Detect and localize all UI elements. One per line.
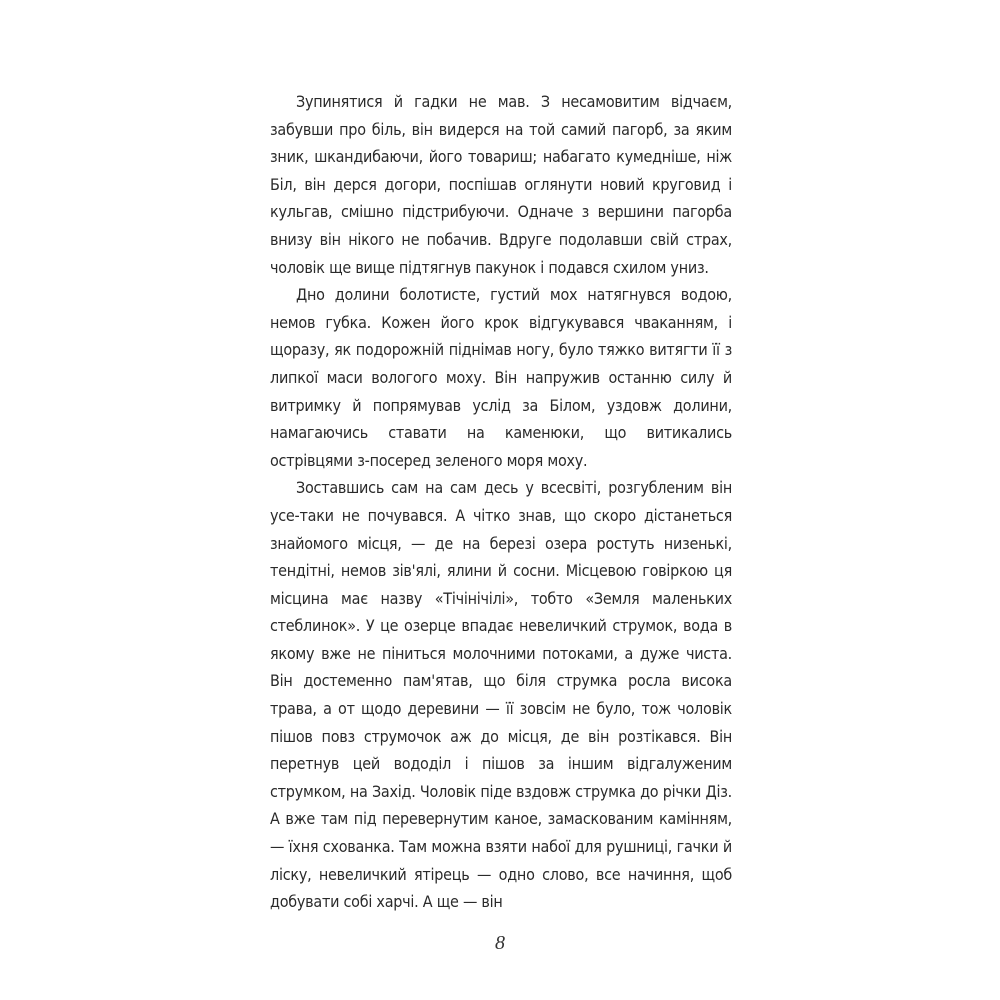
paragraph-3: Зоставшись сам на сам десь у всесвіті, розгубленим він усе-таки не почувався. А чітко знав, що скоро дістанеться знайомого місця, — де на березі озера ростуть низенькі, тендітні, немов зів'ялі, ялини й сосни. Місцевою говіркою ця місцина має назву «Тічінічілі», тобто «Земля маленьких стеблинок». У це озерце впадає невеличкий струмок, вода в якому вже не піниться молочними потоками, а дуже чиста. Він достеменно пам'ятав, що біля струмка росла висока трава, а от щодо деревини — її зовсім не було, тож чоловік пішов повз струмочок аж до місця, де він розтікався. Він перетнув цей вододіл і пішов за іншим відгалуженим струмком, на Захід. Чоловік піде вздовж струмка до річки Діз. А вже там під перевернутим каное, замаскованим камінням, — їхня схованка. Там можна взяти набої для рушниці, гачки й ліску, невеличкий ятірець — одно слово, все начиння, щоб добувати собі харчі. А ще — він bbox=[270, 478, 732, 912]
page-number: 8 bbox=[495, 932, 505, 954]
page-body bbox=[270, 88, 732, 916]
paragraph-2: Дно долини болотисте, густий мох натягнувся водою, немов губка. Кожен його крок відгукувався чваканням, і щоразу, як подорожній піднімав ногу, було тяжко витягти її з липкої маси вологого моху. Він напружив останню силу й витримку й попрямував услід за Білом, уздовж долини, намагаючись ставати на каменюки, що витикались острівцями з-посеред зеленого моря моху. bbox=[270, 285, 732, 470]
paragraph-1: Зупинятися й гадки не мав. З несамовитим відчаєм, забувши про біль, він видерся на той самий пагорб, за яким зник, шкандибаючи, його товариш; набагато кумедніше, ніж Біл, він дерся догори, поспішав оглянути новий круговид і кульгав, смішно підстрибуючи. Одначе з вершини пагорба внизу він нікого не побачив. Вдруге подолавши свій страх, чоловік ще вище підтягнув пакунок і подався схилом униз. bbox=[270, 92, 732, 277]
